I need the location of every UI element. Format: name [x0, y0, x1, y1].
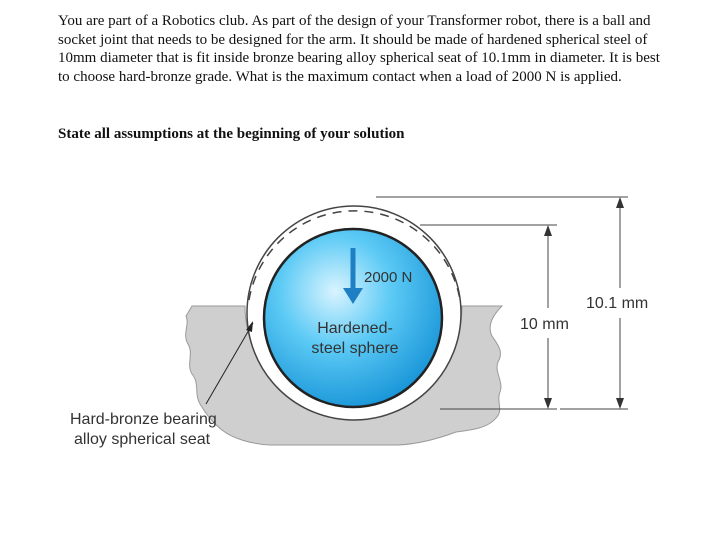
seat-dim-arrow-top	[616, 197, 624, 208]
load-label: 2000 N	[364, 269, 413, 286]
sphere-diameter-label: 10 mm	[520, 316, 569, 333]
seat-diameter-label: 10.1 mm	[586, 295, 649, 312]
problem-statement: You are part of a Robotics club. As part of the design of your Transformer robot, there is a ball and socket joint that needs to be designed for the arm. It should be made of hardened spherical steel of 10mm diameter that is fit inside bronze bearing alloy spherical seat of 10.1mm in diameter. It is best to choose hard-bronze grade. What is the maximum contact when a load of 2000 N is applied.	[58, 13, 660, 85]
sphere-dim-arrow-bottom	[544, 398, 552, 409]
sphere-label-line2: steel sphere	[311, 340, 399, 357]
sphere-label-line1: Hardened-	[317, 320, 393, 337]
seat-label-line2: alloy spherical seat	[74, 431, 211, 448]
seat-dim-arrow-bottom	[616, 398, 624, 409]
instruction-text: State all assumptions at the beginning of your solution	[58, 126, 405, 142]
seat-label-line1: Hard-bronze bearing	[70, 411, 217, 428]
sphere-dim-arrow-top	[544, 225, 552, 236]
